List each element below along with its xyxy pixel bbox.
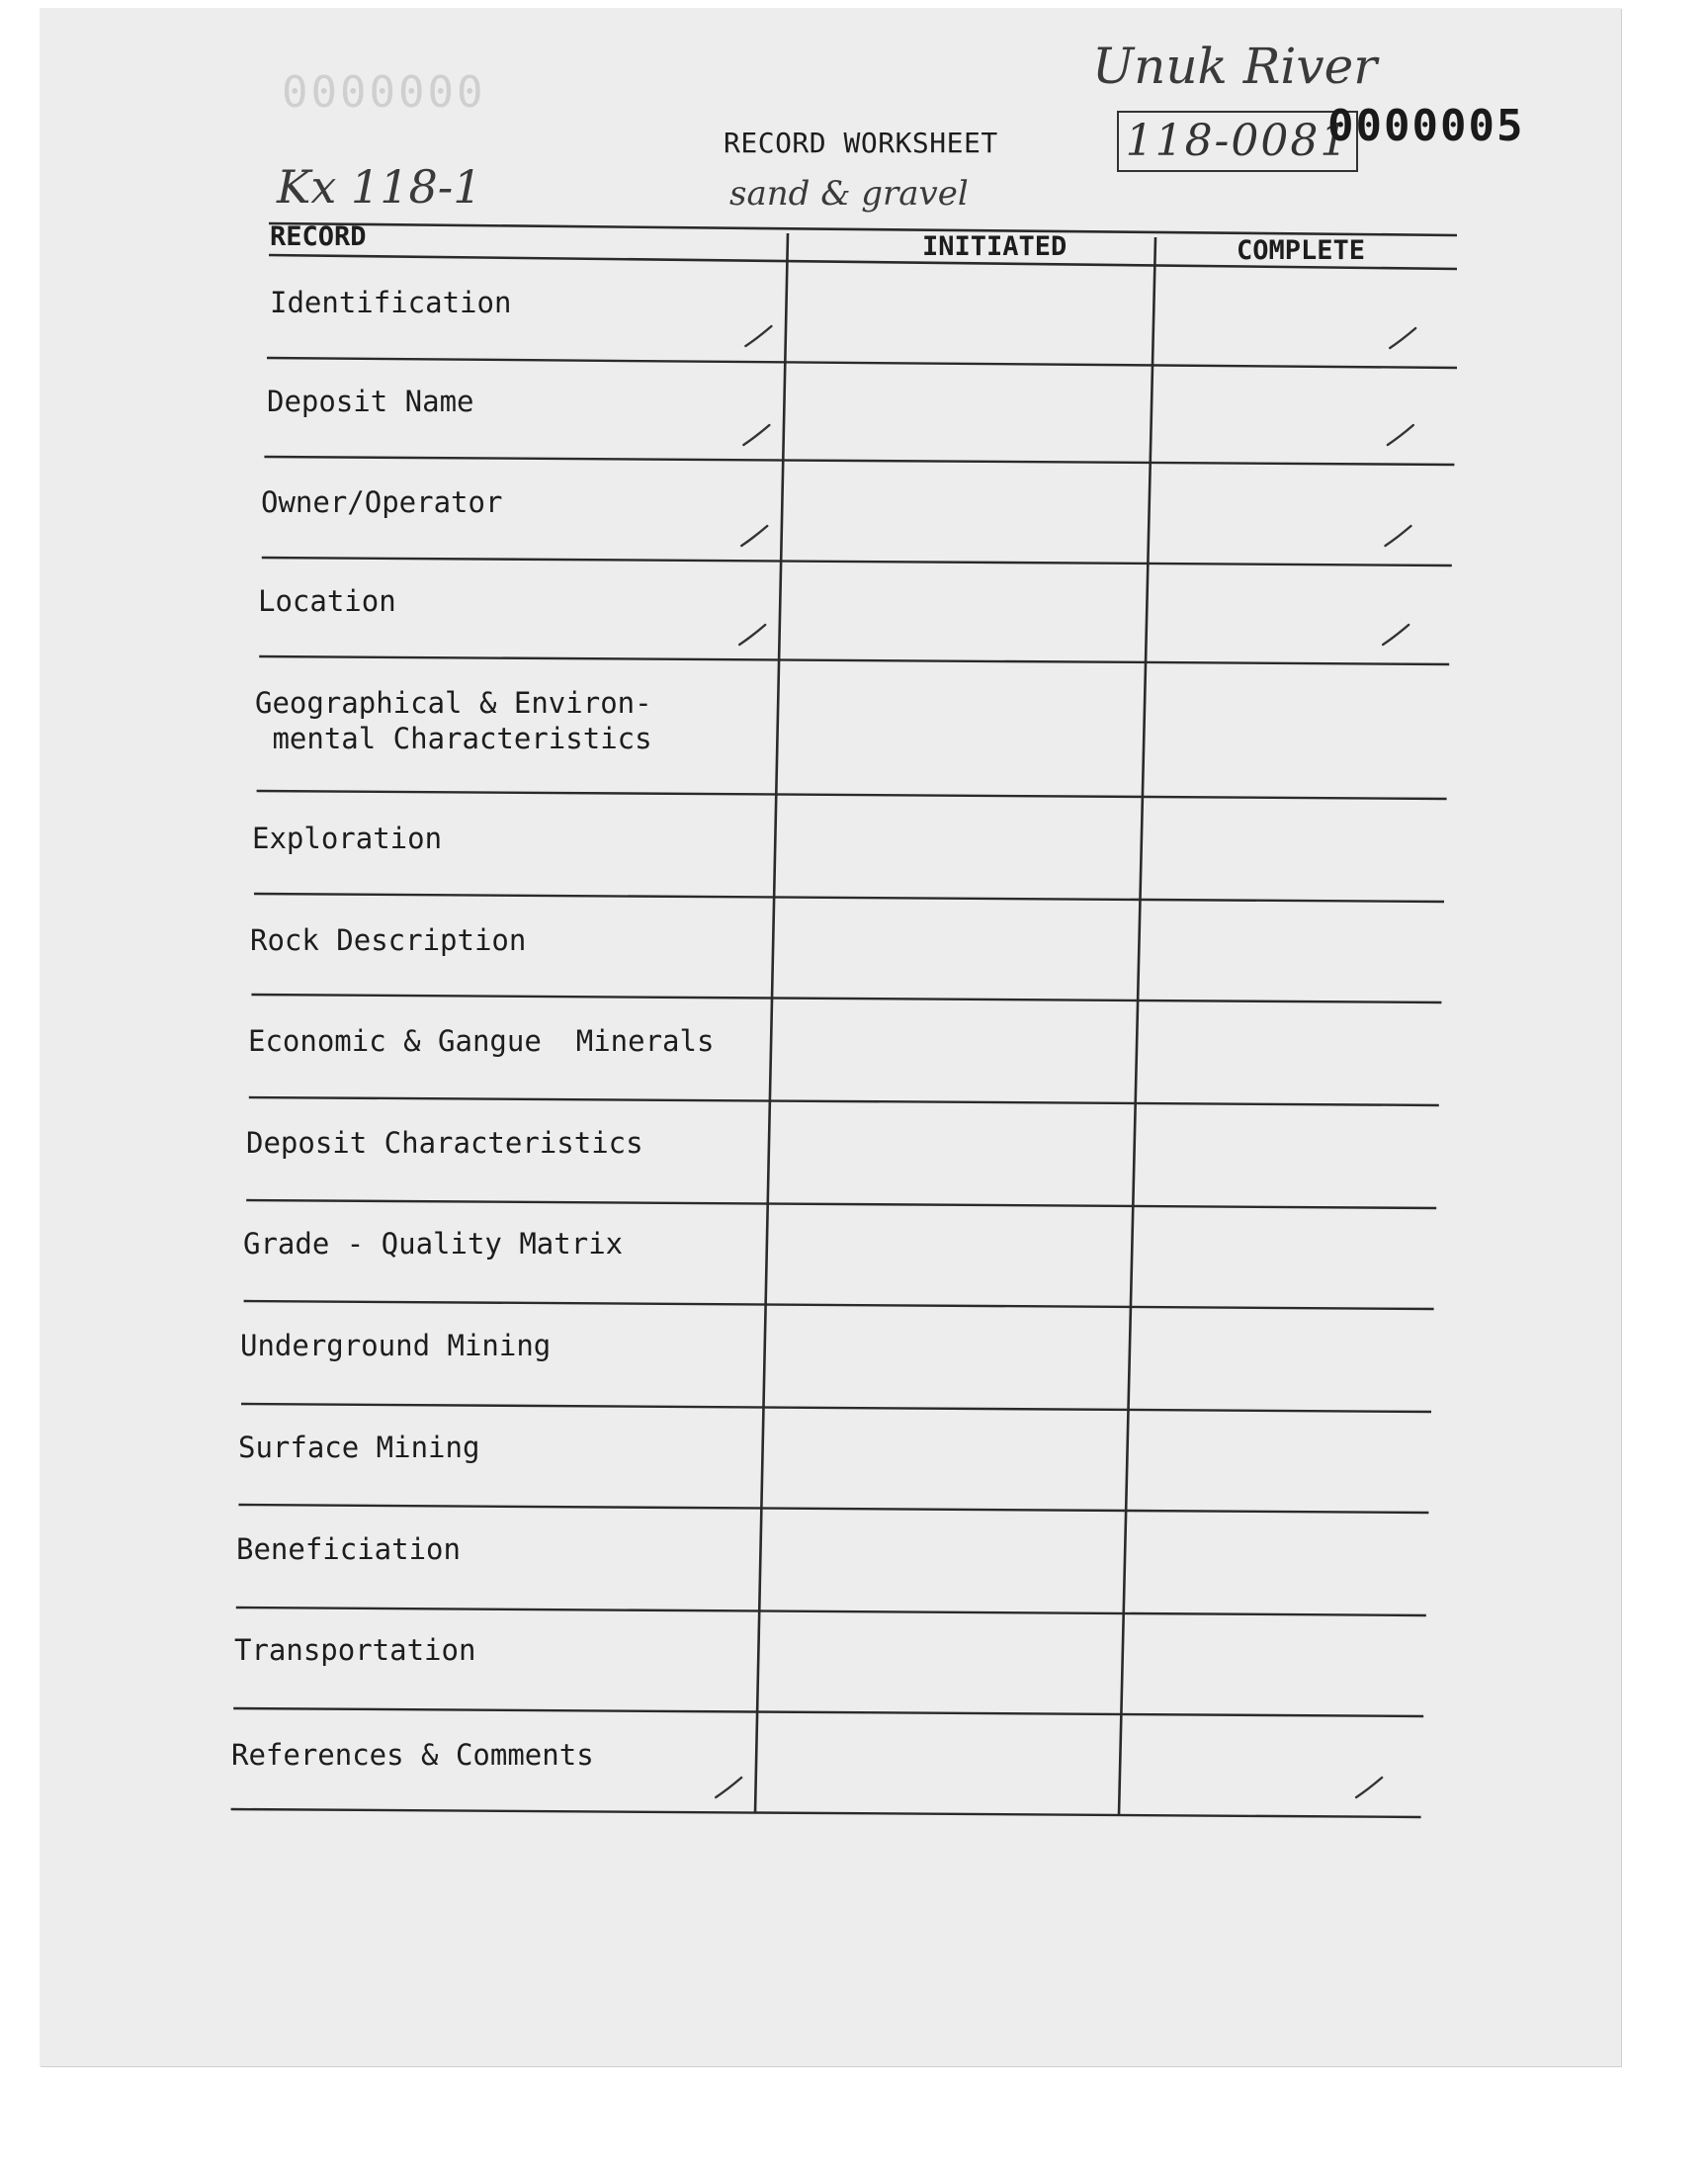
boxed-record-number: 118-0081 xyxy=(1117,111,1358,172)
row-label: Grade - Quality Matrix xyxy=(243,1227,624,1261)
row-divider xyxy=(238,1505,1428,1513)
handwritten-location: Unuk River xyxy=(1092,38,1378,95)
row-label: Deposit Name xyxy=(267,385,474,418)
row-divider xyxy=(257,791,1447,799)
complete-checkmark xyxy=(1385,526,1410,546)
row-label: Exploration xyxy=(252,822,443,855)
row-label: Beneficiation xyxy=(236,1532,461,1566)
header-top-rule xyxy=(269,223,1457,235)
complete-checkmark xyxy=(1390,328,1415,348)
column-header-complete: COMPLETE xyxy=(1237,235,1366,266)
row-divider xyxy=(262,558,1452,566)
row-divider xyxy=(236,1608,1426,1615)
initiated-checkmark xyxy=(739,625,765,645)
column-header-record: RECORD xyxy=(270,221,367,252)
initiated-checkmark xyxy=(743,425,769,445)
row-label: Economic & Gangue Minerals xyxy=(248,1024,715,1058)
row-divider xyxy=(267,358,1457,368)
row-label: Underground Mining xyxy=(240,1329,552,1362)
stamped-page-number: 0000005 xyxy=(1327,101,1525,151)
row-divider xyxy=(259,656,1449,664)
complete-checkmark xyxy=(1388,425,1413,445)
row-label: Identification xyxy=(270,286,512,319)
complete-checkmark xyxy=(1383,625,1409,645)
row-divider xyxy=(244,1301,1434,1309)
complete-checkmark xyxy=(1356,1778,1382,1797)
row-divider xyxy=(249,1097,1439,1105)
row-label: Geographical & Environ- mental Characteristics xyxy=(255,686,652,755)
row-label: Location xyxy=(258,584,396,618)
faint-stamp-number: 0000000 xyxy=(282,67,486,118)
row-label: Surface Mining xyxy=(238,1431,480,1464)
handwritten-reference: Kx 118-1 xyxy=(277,160,482,214)
row-label: Transportation xyxy=(234,1633,476,1667)
row-divider xyxy=(231,1809,1421,1817)
initiated-column-divider xyxy=(755,233,788,1813)
row-label: Rock Description xyxy=(250,923,527,957)
initiated-checkmark xyxy=(741,526,767,546)
row-divider xyxy=(254,894,1444,902)
initiated-checkmark xyxy=(745,326,771,346)
column-header-initiated: INITIATED xyxy=(922,231,1068,262)
handwritten-commodity: sand & gravel xyxy=(729,174,969,214)
initiated-checkmark xyxy=(716,1778,741,1797)
row-divider xyxy=(241,1404,1431,1412)
row-label: Deposit Characteristics xyxy=(246,1126,643,1160)
row-label: References & Comments xyxy=(231,1738,594,1772)
row-divider xyxy=(264,457,1454,465)
row-divider xyxy=(246,1200,1436,1208)
row-divider xyxy=(251,995,1441,1002)
complete-column-divider xyxy=(1119,237,1155,1815)
header-bottom-rule xyxy=(269,255,1457,269)
row-divider xyxy=(233,1708,1423,1716)
row-label: Owner/Operator xyxy=(261,485,503,519)
worksheet-title: RECORD WORKSHEET xyxy=(724,127,998,159)
